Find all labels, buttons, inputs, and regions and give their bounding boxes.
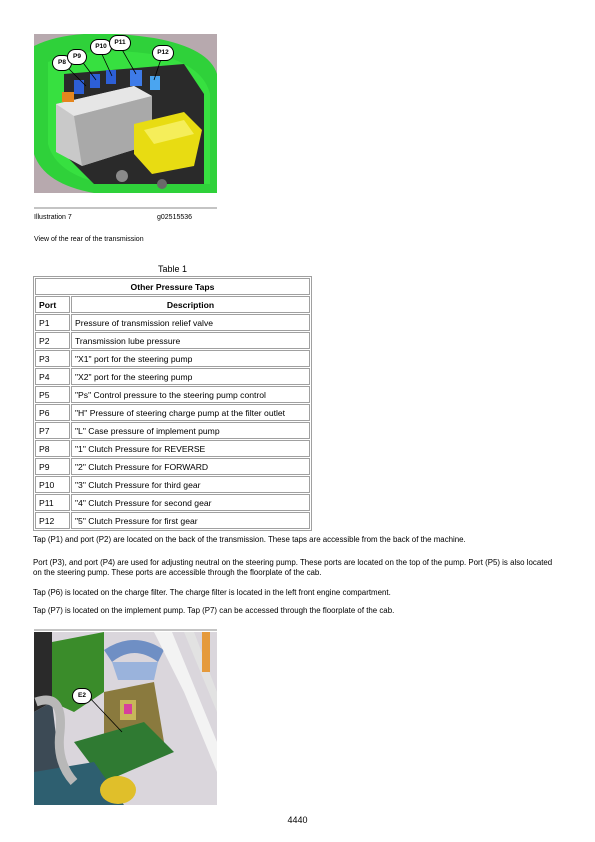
table-row xyxy=(35,512,310,529)
callout-p12: P12 xyxy=(152,45,174,61)
illustration-label: Illustration 7 xyxy=(34,214,72,221)
illustration-charge-filter xyxy=(34,632,217,805)
description-cell: Pressure of transmission relief valve xyxy=(71,314,310,331)
callout-p11: P11 xyxy=(109,35,131,51)
pressure-taps-table xyxy=(33,276,312,531)
paragraph-p3-p5: Port (P3), and port (P4) are used for adjusting neutral on the steering pump. These ports are located on the top of the pump. Port (P5) is also located on the steering pump. These ports are accessible through the floorplate of the cab. xyxy=(33,558,553,577)
table-row xyxy=(35,494,310,511)
table-row xyxy=(35,422,310,439)
table-row xyxy=(35,440,310,457)
figure2-rule xyxy=(34,629,217,631)
port-cell: P2 xyxy=(35,332,70,349)
table-row xyxy=(35,404,310,421)
callout-e2: E2 xyxy=(72,688,92,704)
port-cell: P11 xyxy=(35,494,70,511)
port-cell: P3 xyxy=(35,350,70,367)
table-row xyxy=(35,350,310,367)
table-row xyxy=(35,386,310,403)
callout-p9: P9 xyxy=(67,49,87,65)
description-cell: Transmission lube pressure xyxy=(71,332,310,349)
paragraph-p7: Tap (P7) is located on the implement pump. Tap (P7) can be accessed through the floorplate of the cab. xyxy=(33,606,395,615)
description-cell: "1" Clutch Pressure for REVERSE xyxy=(71,440,310,457)
description-cell: "X1" port for the steering pump xyxy=(71,350,310,367)
table-heading: Other Pressure Taps xyxy=(35,278,310,295)
description-cell: "Ps" Control pressure to the steering pump control xyxy=(71,386,310,403)
port-cell: P6 xyxy=(35,404,70,421)
port-cell: P10 xyxy=(35,476,70,493)
port-cell: P5 xyxy=(35,386,70,403)
description-cell: "3" Clutch Pressure for third gear xyxy=(71,476,310,493)
illustration-id: g02515536 xyxy=(157,214,193,221)
table-title: Table 1 xyxy=(157,264,188,274)
paragraph-p6: Tap (P6) is located on the charge filter. The charge filter is located in the left front engine compartment. xyxy=(33,588,391,597)
illustration-description: View of the rear of the transmission xyxy=(34,236,144,243)
description-cell: "X2" port for the steering pump xyxy=(71,368,310,385)
table-header-row xyxy=(35,296,310,313)
port-cell: P7 xyxy=(35,422,70,439)
charge-filter-drawing xyxy=(34,632,217,805)
table-heading-row xyxy=(35,278,310,295)
column-header-description: Description xyxy=(71,296,310,313)
description-cell: "2" Clutch Pressure for FORWARD xyxy=(71,458,310,475)
table-row xyxy=(35,458,310,475)
port-cell: P8 xyxy=(35,440,70,457)
table-row xyxy=(35,332,310,349)
table-row xyxy=(35,368,310,385)
callout-p10: P10 xyxy=(90,39,112,55)
table-row xyxy=(35,314,310,331)
port-cell: P1 xyxy=(35,314,70,331)
caption-rule xyxy=(34,207,217,209)
callout-p8: P8 xyxy=(52,55,72,71)
page-number: 4440 xyxy=(287,815,308,825)
port-cell: P9 xyxy=(35,458,70,475)
paragraph-p1-p2: Tap (P1) and port (P2) are located on the back of the transmission. These taps are accessible from the back of the machine. xyxy=(33,535,466,544)
description-cell: "H" Pressure of steering charge pump at the filter outlet xyxy=(71,404,310,421)
illustration-transmission-rear xyxy=(34,34,217,193)
description-cell: "4" Clutch Pressure for second gear xyxy=(71,494,310,511)
table-row xyxy=(35,476,310,493)
port-cell: P4 xyxy=(35,368,70,385)
port-cell: P12 xyxy=(35,512,70,529)
description-cell: "5" Clutch Pressure for first gear xyxy=(71,512,310,529)
description-cell: "L" Case pressure of implement pump xyxy=(71,422,310,439)
column-header-port: Port xyxy=(35,296,70,313)
